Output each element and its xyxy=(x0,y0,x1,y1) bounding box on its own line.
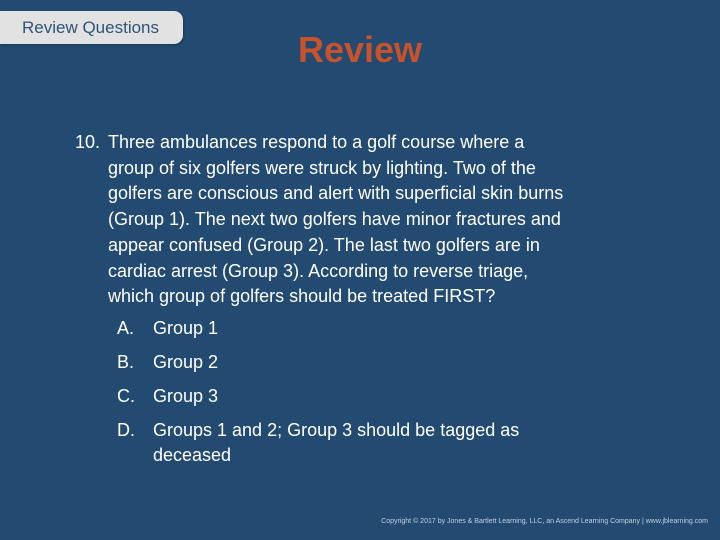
option-text: Group 2 xyxy=(153,352,219,372)
option-text: Groups 1 and 2; Group 3 should be tagged as deceased xyxy=(153,420,520,465)
section-tab-label: Review Questions xyxy=(22,18,160,37)
answer-options xyxy=(117,316,597,477)
answer-option-a xyxy=(117,316,597,341)
option-letter: C. xyxy=(117,386,135,406)
option-text: Group 3 xyxy=(153,386,219,406)
question-number: 10. xyxy=(75,132,101,152)
slide-title: Review xyxy=(297,29,423,70)
question-text: Three ambulances respond to a golf course where a group of six golfers were struck by lighting. Two of the golfers are conscious and alert with superficial skin burns (Group 1). The next two golfers have minor fractures and appear confused (Group 2). The last two golfers are in cardiac arrest (Group 3). According to reverse triage, which group of golfers should be treated FIRST? xyxy=(108,132,564,307)
option-text: Group 1 xyxy=(153,318,219,338)
question xyxy=(75,130,665,310)
answer-option-d xyxy=(117,418,597,468)
option-letter: D. xyxy=(117,420,135,440)
copyright-notice: Copyright © 2017 by Jones & Bartlett Learning, LLC, an Ascend Learning Company | www.jblearning.com xyxy=(381,518,708,525)
answer-option-b xyxy=(117,350,597,375)
option-letter: A. xyxy=(117,318,135,338)
answer-option-c xyxy=(117,384,597,409)
option-letter: B. xyxy=(117,352,135,372)
